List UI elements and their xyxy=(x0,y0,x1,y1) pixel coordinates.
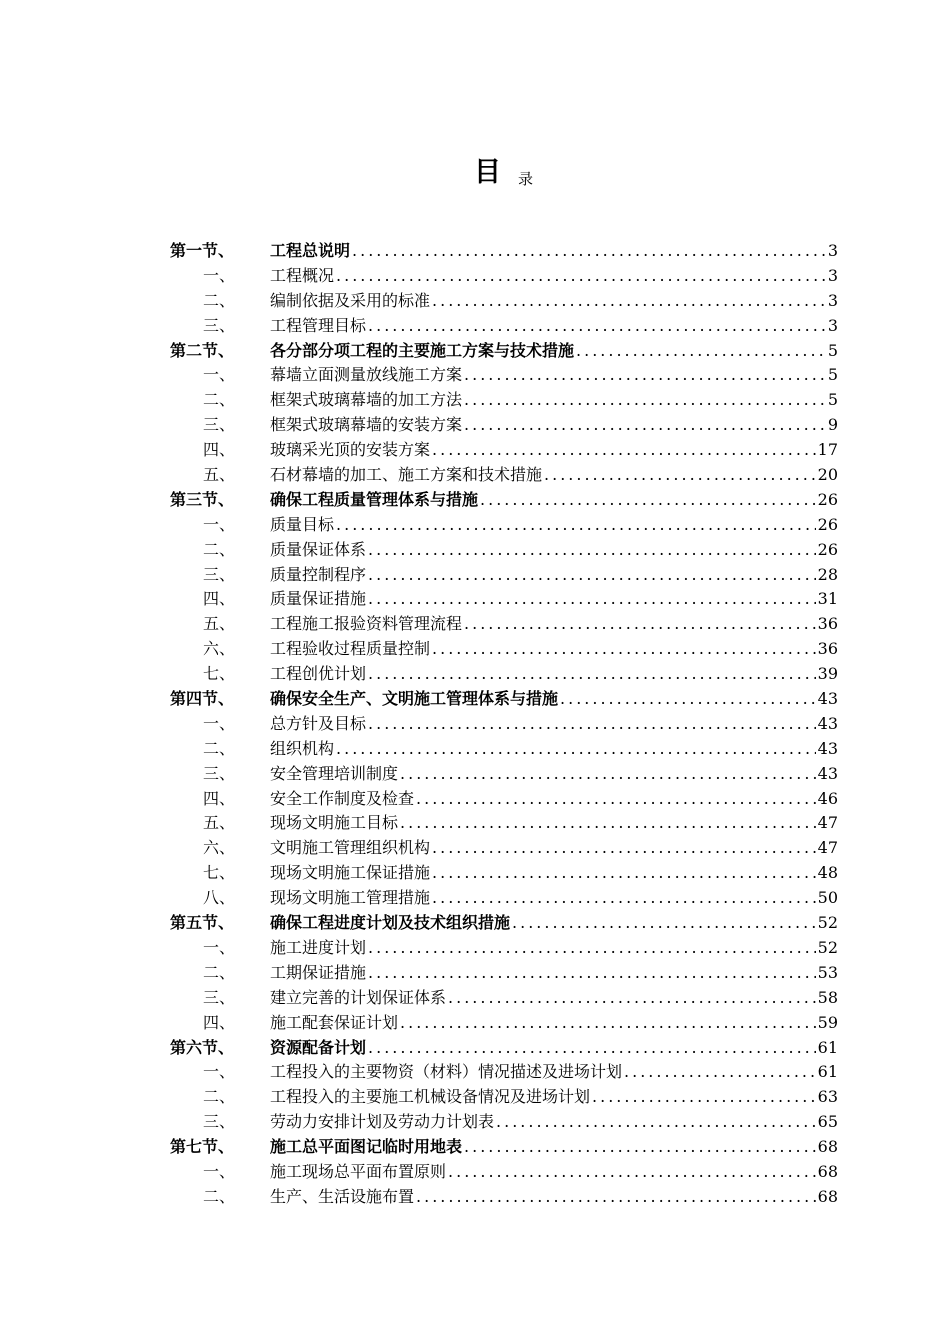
entry-number: 第七节、 xyxy=(170,1137,235,1157)
entry-title: 劳动力安排计划及劳动力计划表 xyxy=(270,1112,495,1132)
entry-title: 安全管理培训制度 xyxy=(270,763,399,783)
entry-page: 61 xyxy=(817,1037,838,1057)
entry-page: 3 xyxy=(827,241,838,260)
entry-title: 质量保证措施 xyxy=(270,589,367,609)
entry-page: 52 xyxy=(817,913,838,933)
toc-section-entry[interactable] xyxy=(170,488,838,513)
entry-title: 质量控制程序 xyxy=(270,564,367,584)
leader-dots xyxy=(368,587,816,612)
entry-number: 五、 xyxy=(203,614,236,634)
entry-title: 确保工程进度计划及技术组织措施 xyxy=(270,913,511,933)
entry-page: 31 xyxy=(817,589,838,609)
entry-title: 确保安全生产、文明施工管理体系与措施 xyxy=(270,689,559,709)
entry-page: 46 xyxy=(817,788,838,808)
entry-page: 61 xyxy=(817,1062,838,1082)
leader-dots xyxy=(432,438,816,463)
entry-page: 5 xyxy=(827,365,838,385)
leader-dots xyxy=(560,687,816,712)
entry-title: 现场文明施工保证措施 xyxy=(270,863,431,883)
toc-subsection-entry[interactable] xyxy=(170,587,838,612)
entry-number: 二、 xyxy=(203,738,236,758)
entry-title: 玻璃采光顶的安装方案 xyxy=(270,440,431,460)
leader-dots xyxy=(544,463,816,488)
entry-title: 安全工作制度及检查 xyxy=(270,788,415,808)
toc-heading xyxy=(0,155,950,195)
leader-dots xyxy=(624,1060,816,1085)
entry-page: 28 xyxy=(817,564,838,584)
entry-number: 第三节、 xyxy=(170,489,235,509)
entry-page: 68 xyxy=(817,1161,838,1181)
entry-title: 施工总平面图记临时用地表 xyxy=(270,1137,463,1157)
leader-dots xyxy=(368,563,816,588)
entry-number: 一、 xyxy=(203,713,236,733)
entry-number: 第六节、 xyxy=(170,1037,235,1057)
entry-number: 一、 xyxy=(203,265,236,285)
entry-page: 53 xyxy=(817,962,838,982)
toc-subsection-entry[interactable] xyxy=(170,712,838,737)
leader-dots xyxy=(352,239,826,264)
leader-dots xyxy=(400,811,816,836)
entry-page: 47 xyxy=(817,813,838,833)
entry-page: 5 xyxy=(827,340,838,360)
toc-heading-main: 目 xyxy=(474,157,501,188)
leader-dots xyxy=(464,363,826,388)
entry-number: 四、 xyxy=(203,1012,236,1032)
entry-page: 59 xyxy=(817,1012,838,1032)
entry-title: 各分部分项工程的主要施工方案与技术措施 xyxy=(270,340,575,360)
entry-title: 组织机构 xyxy=(270,738,335,758)
entry-page: 47 xyxy=(817,838,838,858)
leader-dots xyxy=(368,1036,816,1061)
toc-subsection-entry[interactable] xyxy=(170,513,838,538)
toc-section-entry[interactable] xyxy=(170,687,838,712)
entry-title: 生产、生活设施布置 xyxy=(270,1186,415,1206)
entry-page: 43 xyxy=(817,713,838,733)
entry-number: 五、 xyxy=(203,465,236,485)
leader-dots xyxy=(576,339,826,364)
entry-title: 建立完善的计划保证体系 xyxy=(270,987,447,1007)
toc-subsection-entry[interactable] xyxy=(170,936,838,961)
toc-subsection-entry[interactable] xyxy=(170,289,838,314)
entry-number: 一、 xyxy=(203,1062,236,1082)
entry-number: 四、 xyxy=(203,440,236,460)
entry-page: 68 xyxy=(817,1137,838,1157)
entry-number: 二、 xyxy=(203,1087,236,1107)
leader-dots xyxy=(432,861,816,886)
entry-title: 工期保证措施 xyxy=(270,962,367,982)
entry-number: 二、 xyxy=(203,390,236,410)
entry-page: 68 xyxy=(817,1186,838,1206)
leader-dots xyxy=(432,289,826,314)
entry-title: 石材幕墙的加工、施工方案和技术措施 xyxy=(270,465,543,485)
toc-subsection-entry[interactable] xyxy=(170,1085,838,1110)
leader-dots xyxy=(368,712,816,737)
leader-dots xyxy=(336,264,826,289)
entry-page: 36 xyxy=(817,614,838,634)
toc-subsection-entry[interactable] xyxy=(170,413,838,438)
toc-subsection-entry[interactable] xyxy=(170,986,838,1011)
toc-subsection-entry[interactable] xyxy=(170,1160,838,1185)
entry-number: 七、 xyxy=(203,863,236,883)
entry-number: 六、 xyxy=(203,838,236,858)
entry-number: 二、 xyxy=(203,1186,236,1206)
entry-page: 26 xyxy=(817,539,838,559)
entry-title: 工程验收过程质量控制 xyxy=(270,639,431,659)
entry-page: 3 xyxy=(827,315,838,335)
toc-subsection-entry[interactable] xyxy=(170,811,838,836)
leader-dots xyxy=(496,1110,816,1135)
leader-dots xyxy=(432,637,816,662)
leader-dots xyxy=(416,787,816,812)
entry-title: 工程概况 xyxy=(270,265,335,285)
toc-subsection-entry[interactable] xyxy=(170,836,838,861)
toc-subsection-entry[interactable] xyxy=(170,264,838,289)
entry-number: 二、 xyxy=(203,539,236,559)
toc-section-entry[interactable] xyxy=(170,239,838,264)
leader-dots xyxy=(416,1185,816,1210)
entry-page: 52 xyxy=(817,937,838,957)
toc-subsection-entry[interactable] xyxy=(170,961,838,986)
entry-title: 现场文明施工管理措施 xyxy=(270,888,431,908)
toc-subsection-entry[interactable] xyxy=(170,1110,838,1135)
leader-dots xyxy=(432,836,816,861)
entry-page: 43 xyxy=(817,763,838,783)
entry-number: 四、 xyxy=(203,788,236,808)
leader-dots xyxy=(512,911,816,936)
entry-number: 二、 xyxy=(203,962,236,982)
leader-dots xyxy=(368,314,826,339)
leader-dots xyxy=(464,388,826,413)
entry-page: 36 xyxy=(817,639,838,659)
leader-dots xyxy=(448,1160,816,1185)
entry-page: 58 xyxy=(817,987,838,1007)
leader-dots xyxy=(368,961,816,986)
entry-title: 施工进度计划 xyxy=(270,937,367,957)
toc-subsection-entry[interactable] xyxy=(170,1060,838,1085)
toc-section-entry[interactable] xyxy=(170,1036,838,1061)
entry-number: 三、 xyxy=(203,415,236,435)
leader-dots xyxy=(400,762,816,787)
entry-page: 9 xyxy=(827,415,838,435)
entry-page: 26 xyxy=(817,489,838,509)
entry-number: 一、 xyxy=(203,937,236,957)
entry-number: 第五节、 xyxy=(170,913,235,933)
leader-dots xyxy=(592,1085,816,1110)
entry-title: 文明施工管理组织机构 xyxy=(270,838,431,858)
entry-title: 工程施工报验资料管理流程 xyxy=(270,614,463,634)
entry-title: 施工配套保证计划 xyxy=(270,1012,399,1032)
entry-number: 三、 xyxy=(203,987,236,1007)
toc-subsection-entry[interactable] xyxy=(170,563,838,588)
entry-number: 二、 xyxy=(203,290,236,310)
entry-page: 65 xyxy=(817,1112,838,1132)
leader-dots xyxy=(464,612,816,637)
toc-subsection-entry[interactable] xyxy=(170,438,838,463)
entry-page: 63 xyxy=(817,1087,838,1107)
entry-title: 资源配备计划 xyxy=(270,1037,367,1057)
toc-subsection-entry[interactable] xyxy=(170,637,838,662)
entry-number: 第二节、 xyxy=(170,340,235,360)
entry-number: 三、 xyxy=(203,564,236,584)
leader-dots xyxy=(336,513,816,538)
entry-page: 26 xyxy=(817,514,838,534)
entry-number: 一、 xyxy=(203,1161,236,1181)
entry-page: 3 xyxy=(827,265,838,285)
entry-page: 20 xyxy=(817,465,838,485)
leader-dots xyxy=(448,986,816,1011)
entry-page: 50 xyxy=(817,888,838,908)
toc-subsection-entry[interactable] xyxy=(170,662,838,687)
entry-title: 幕墙立面测量放线施工方案 xyxy=(270,365,463,385)
entry-number: 第四节、 xyxy=(170,689,235,709)
entry-number: 第一节、 xyxy=(170,241,235,260)
entry-title: 总方针及目标 xyxy=(270,713,367,733)
leader-dots xyxy=(464,1135,816,1160)
entry-title: 确保工程质量管理体系与措施 xyxy=(270,489,479,509)
entry-page: 48 xyxy=(817,863,838,883)
toc-subsection-entry[interactable] xyxy=(170,886,838,911)
toc-subsection-entry[interactable] xyxy=(170,538,838,563)
entry-title: 工程投入的主要物资（材料）情况描述及进场计划 xyxy=(270,1062,623,1082)
toc-subsection-entry[interactable] xyxy=(170,762,838,787)
entry-number: 三、 xyxy=(203,1112,236,1132)
entry-number: 五、 xyxy=(203,813,236,833)
toc-subsection-entry[interactable] xyxy=(170,1185,838,1210)
leader-dots xyxy=(400,1011,816,1036)
table-of-contents xyxy=(170,239,838,1210)
entry-number: 三、 xyxy=(203,763,236,783)
entry-title: 工程总说明 xyxy=(270,241,351,260)
toc-section-entry[interactable] xyxy=(170,1135,838,1160)
toc-section-entry[interactable] xyxy=(170,339,838,364)
toc-section-entry[interactable] xyxy=(170,911,838,936)
toc-subsection-entry[interactable] xyxy=(170,314,838,339)
entry-title: 质量保证体系 xyxy=(270,539,367,559)
entry-title: 编制依据及采用的标准 xyxy=(270,290,431,310)
entry-page: 17 xyxy=(817,440,838,460)
entry-number: 一、 xyxy=(203,514,236,534)
leader-dots xyxy=(368,662,816,687)
entry-page: 5 xyxy=(827,390,838,410)
entry-number: 六、 xyxy=(203,639,236,659)
toc-heading-second: 录 xyxy=(518,170,534,188)
toc-subsection-entry[interactable] xyxy=(170,463,838,488)
toc-subsection-entry[interactable] xyxy=(170,1011,838,1036)
entry-page: 39 xyxy=(817,664,838,684)
leader-dots xyxy=(368,538,816,563)
entry-title: 质量目标 xyxy=(270,514,335,534)
entry-title: 框架式玻璃幕墙的安装方案 xyxy=(270,415,463,435)
entry-number: 八、 xyxy=(203,888,236,908)
leader-dots xyxy=(336,737,816,762)
leader-dots xyxy=(480,488,816,513)
entry-title: 框架式玻璃幕墙的加工方法 xyxy=(270,390,463,410)
entry-title: 工程管理目标 xyxy=(270,315,367,335)
entry-number: 一、 xyxy=(203,365,236,385)
entry-page: 43 xyxy=(817,738,838,758)
entry-title: 工程创优计划 xyxy=(270,664,367,684)
toc-subsection-entry[interactable] xyxy=(170,363,838,388)
entry-title: 施工现场总平面布置原则 xyxy=(270,1161,447,1181)
leader-dots xyxy=(464,413,826,438)
leader-dots xyxy=(432,886,816,911)
entry-title: 现场文明施工目标 xyxy=(270,813,399,833)
toc-subsection-entry[interactable] xyxy=(170,861,838,886)
entry-number: 四、 xyxy=(203,589,236,609)
leader-dots xyxy=(368,936,816,961)
entry-number: 七、 xyxy=(203,664,236,684)
toc-subsection-entry[interactable] xyxy=(170,388,838,413)
toc-subsection-entry[interactable] xyxy=(170,737,838,762)
entry-number: 三、 xyxy=(203,315,236,335)
entry-title: 工程投入的主要施工机械设备情况及进场计划 xyxy=(270,1087,591,1107)
entry-page: 43 xyxy=(817,689,838,709)
toc-subsection-entry[interactable] xyxy=(170,612,838,637)
entry-page: 3 xyxy=(827,290,838,310)
toc-subsection-entry[interactable] xyxy=(170,787,838,812)
